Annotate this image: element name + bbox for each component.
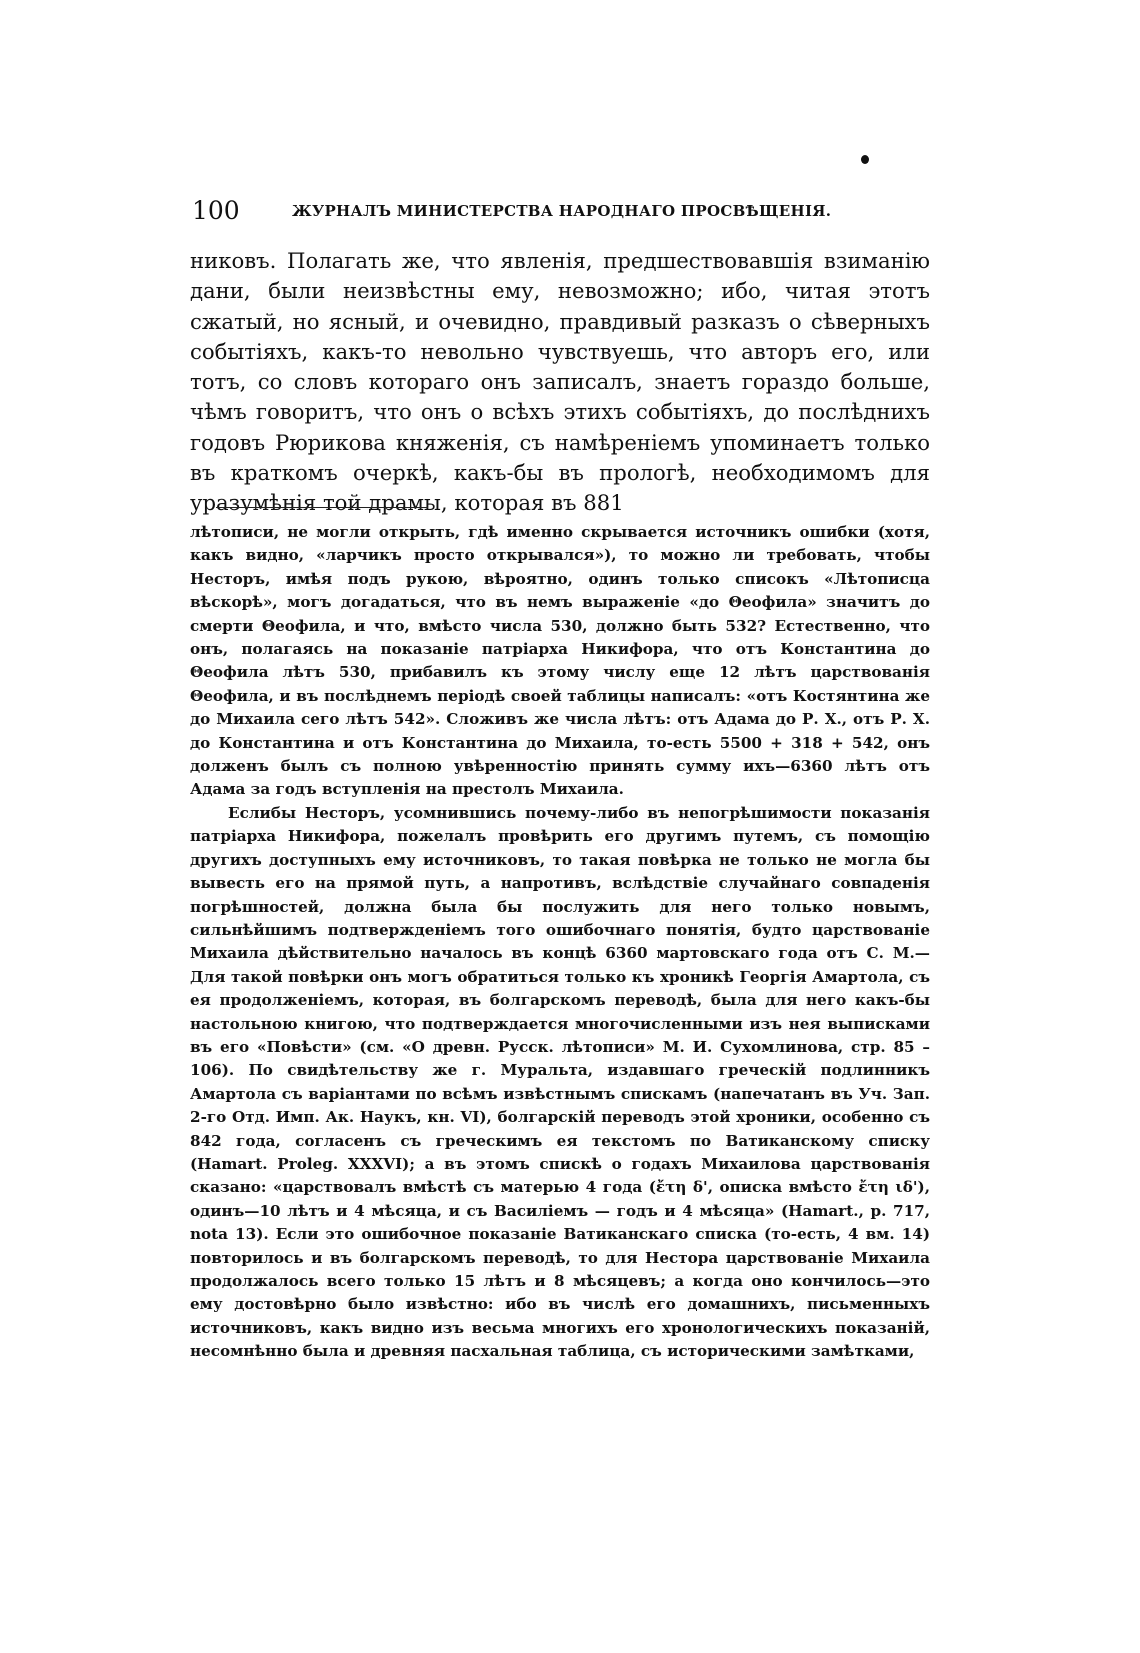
footnote-paragraph-2: Еслибы Несторъ, усомнившись почему-либо въ непогрѣшимости показанія патріарха Никифора, пожелалъ провѣрить его другимъ путемъ, съ помощію другихъ доступныхъ ему источниковъ, то такая повѣрка не только не могла бы вывесть его на прямой путь, а напротивъ, вслѣдствіе случайнаго совпаденія погрѣшностей, должна была бы послужить для него только новымъ, сильнѣйшимъ подтвержденіемъ того ошибочнаго понятія, будто царствованіе Михаила дѣйствительно началось въ концѣ 6360 мартовскаго года отъ С. М.—Для такой повѣрки онъ могъ обратиться только къ хроникѣ Георгія Амартола, съ ея продолженіемъ, которая, въ болгарскомъ переводѣ, была для него какъ-бы настольною книгою, что подтверждается многочисленными изъ нея выписками въ его «Повѣсти» (см. «О древн. Русск. лѣтописи» М. И. Сухомлинова, стр. 85 – 106). По свидѣтельству же г. Муральта, издавшаго греческій подлинникъ Амартола съ варіантами по всѣмъ извѣстнымъ спискамъ (напечатанъ въ Уч. Зап. 2-го Отд. Имп. Ак. Наукъ, кн. VI), болгарскій переводъ этой хроники, особенно съ 842 года, согласенъ съ греческимъ ея текстомъ по Ватиканскому списку (Hamart. Proleg. XXXVI); а въ этомъ спискѣ о годахъ Михаилова царствованія сказано: «царствовалъ вмѣстѣ съ матерью 4 года (ἔτη δ', описка вмѣсто ἔτη ιδ'), одинъ—10 лѣтъ и 4 мѣсяца, и съ Василіемъ — годъ и 4 мѣсяца» (Hamart., p. 717, nota 13). Если это ошибочное показаніе Ватиканскаго списка (то-есть, 4 вм. 14) повторилось и въ болгарскомъ переводѣ, то для Нестора царствованіе Михаила продолжалось всего только 15 лѣтъ и 8 мѣсяцевъ; а когда оно кончилось—это ему достовѣрно было извѣстно: ибо въ числѣ его домашнихъ, письменныхъ источниковъ, какъ видно изъ весьма многихъ его хронологическихъ показаній, несомнѣнно была и древняя пасхальная таблица, съ историческими замѣтками, bbox=[190, 803, 930, 1361]
footnote bbox=[190, 521, 930, 1364]
page-number: 100 bbox=[192, 196, 240, 225]
page-header bbox=[192, 196, 927, 232]
footnote-separator bbox=[216, 507, 428, 508]
running-title: ЖУРНАЛЪ МИНИСТЕРСТВА НАРОДНАГО ПРОСВѢЩЕНІЯ. bbox=[292, 202, 832, 220]
footnote-paragraph-1: лѣтописи, не могли открыть, гдѣ именно скрывается источникъ ошибки (хотя, какъ видно, «ларчикъ просто открывался»), то можно ли требовать, чтобы Несторъ, имѣя подъ рукою, вѣроятно, одинъ только списокъ «Лѣтописца вѣскорѣ», могъ догадаться, что въ немъ выраженіе «до Θеофила» значитъ до смерти Θеофила, и что, вмѣсто числа 530, должно быть 532? Естественно, что онъ, полагаясь на показаніе патріарха Никифора, что отъ Константина до Θеофила лѣтъ 530, прибавилъ къ этому числу еще 12 лѣтъ царствованія Θеофила, и въ послѣднемъ періодѣ своей таблицы написалъ: «отъ Костянтина же до Михаила сего лѣтъ 542». Сложивъ же числа лѣтъ: отъ Адама до Р. Х., отъ Р. Х. до Константина и отъ Константина до Михаила, то-есть 5500 + 318 + 542, онъ долженъ былъ съ полною увѣренностію принять сумму ихъ—6360 лѣтъ отъ Адама за годъ вступленія на престолъ Михаила. bbox=[190, 523, 930, 799]
main-text bbox=[190, 246, 930, 519]
main-paragraph: никовъ. Полагать же, что явленія, предшествовавшія взиманію дани, были неизвѣстны ему, невозможно; ибо, читая этотъ сжатый, но ясный, и очевидно, правдивый разказъ о сѣверныхъ событіяхъ, какъ-то невольно чувствуешь, что авторъ его, или тотъ, со словъ котораго онъ записалъ, знаетъ гораздо больше, чѣмъ говоритъ, что онъ о всѣхъ этихъ событіяхъ, до послѣднихъ годовъ Рюрикова княженія, съ намѣреніемъ упоминаетъ только въ краткомъ очеркѣ, какъ-бы въ прологѣ, необходимомъ для уразумѣнія той драмы, которая въ 881 bbox=[190, 248, 930, 516]
ink-speck bbox=[861, 155, 869, 164]
